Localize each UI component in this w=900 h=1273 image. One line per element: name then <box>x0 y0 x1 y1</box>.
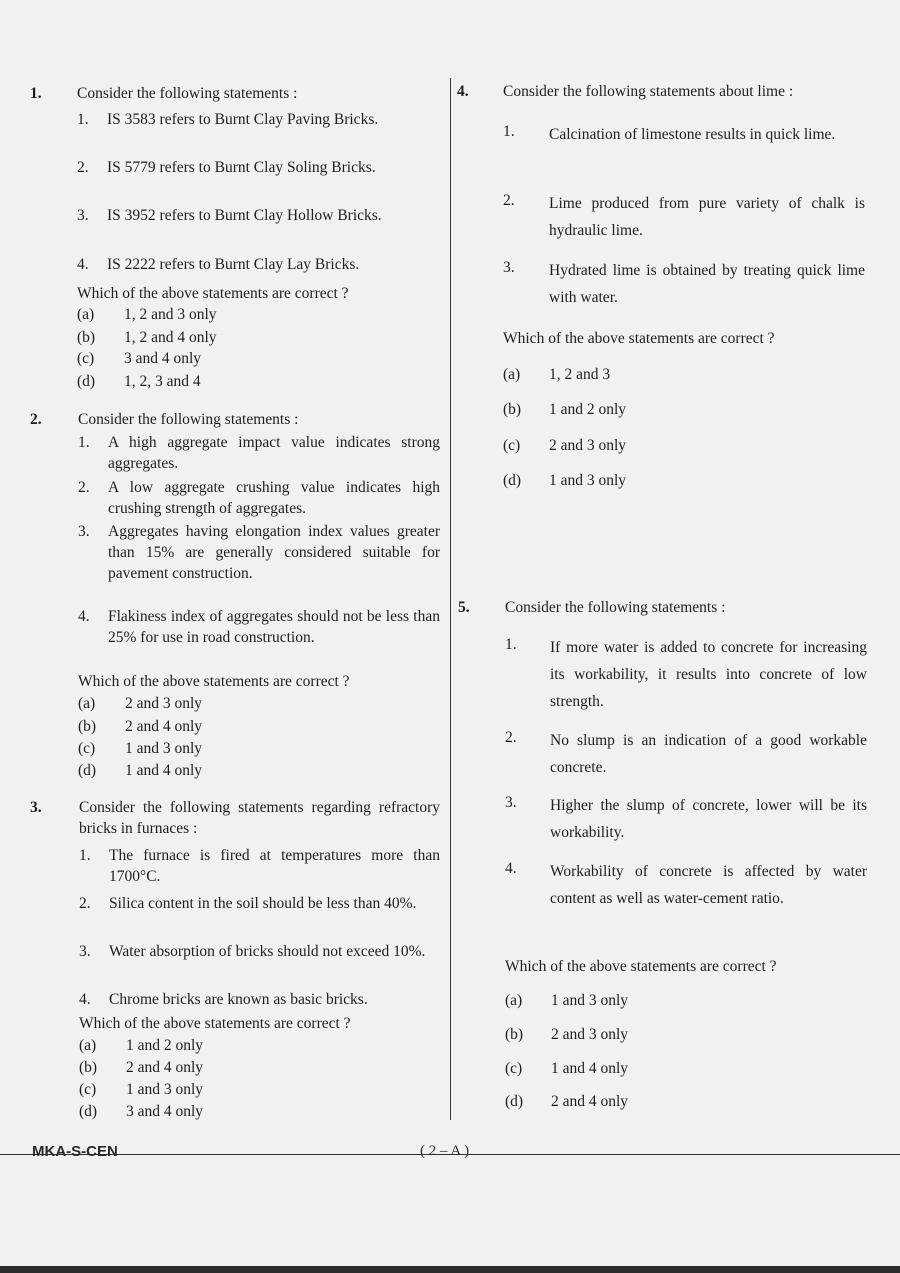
option-text: 2 and 3 only <box>551 1026 629 1043</box>
question-ask: Which of the above statements are correct ? <box>78 673 350 690</box>
question-1 <box>0 0 450 400</box>
option-label: (b) <box>503 401 522 418</box>
statement-text: If more water is added to concrete for increasing its workability, it results into concrete of low strength. <box>550 639 867 710</box>
option-label: (c) <box>505 1060 523 1077</box>
question-stem: Consider the following statements regarding refractory bricks in furnaces : <box>79 799 440 837</box>
option-c[interactable] <box>78 738 278 759</box>
statement <box>503 121 865 177</box>
option-label: (d) <box>505 1093 524 1110</box>
statement-text: A high aggregate impact value indicates strong aggregates. <box>108 434 440 472</box>
option-text: 3 and 4 only <box>126 1103 204 1120</box>
statement-number: 1. <box>78 434 90 451</box>
option-a[interactable] <box>503 364 703 385</box>
statement-text: Calcination of limestone results in quick lime. <box>549 126 836 143</box>
statement-text: IS 5779 refers to Burnt Clay Soling Bricks. <box>107 159 376 176</box>
option-b[interactable] <box>505 1024 705 1045</box>
option-label: (c) <box>79 1081 97 1098</box>
statement-text: Higher the slump of concrete, lower will be its workability. <box>550 797 867 841</box>
statement <box>78 477 440 519</box>
statement <box>505 634 867 718</box>
question-ask: Which of the above statements are correct ? <box>503 330 775 347</box>
question-stem: Consider the following statements : <box>78 411 299 428</box>
statement <box>79 845 440 887</box>
question-2 <box>0 400 450 790</box>
statement-text: Hydrated lime is obtained by treating quick lime with water. <box>549 262 865 306</box>
option-d[interactable] <box>505 1091 705 1112</box>
question-number: 2. <box>30 411 42 428</box>
option-label: (a) <box>78 695 96 712</box>
statement <box>78 521 440 605</box>
statement-text: IS 3583 refers to Burnt Clay Paving Bricks. <box>107 111 379 128</box>
statement <box>505 858 867 942</box>
statement-number: 3. <box>77 207 89 224</box>
option-label: (b) <box>77 329 96 346</box>
option-text: 1, 2 and 3 <box>549 366 611 383</box>
question-number: 3. <box>30 799 42 816</box>
question-ask: Which of the above statements are correct ? <box>505 958 777 975</box>
option-label: (c) <box>503 437 521 454</box>
option-d[interactable] <box>78 760 278 781</box>
option-c[interactable] <box>505 1058 705 1079</box>
option-d[interactable] <box>503 470 703 491</box>
option-label: (d) <box>78 762 97 779</box>
option-label: (a) <box>503 366 521 383</box>
statement-text: Flakiness index of aggregates should not be less than 25% for use in road construction. <box>108 608 440 646</box>
statement-number: 4. <box>78 608 90 625</box>
scan-edge <box>0 1266 900 1273</box>
question-stem: Consider the following statements : <box>505 599 726 616</box>
option-d[interactable] <box>79 1101 279 1122</box>
option-text: 2 and 3 only <box>549 437 627 454</box>
option-text: 3 and 4 only <box>124 350 202 367</box>
statement-number: 3. <box>79 943 91 960</box>
statement-text: The furnace is fired at temperatures more than 1700°C. <box>109 847 440 885</box>
statement <box>79 941 440 983</box>
option-label: (a) <box>77 306 95 323</box>
option-text: 2 and 3 only <box>125 695 203 712</box>
option-label: (c) <box>78 740 96 757</box>
option-label: (b) <box>505 1026 524 1043</box>
question-5 <box>450 590 900 1120</box>
statement-number: 3. <box>503 259 515 276</box>
option-text: 2 and 4 only <box>125 718 203 735</box>
option-text: 1 and 3 only <box>549 472 627 489</box>
option-text: 1 and 4 only <box>125 762 203 779</box>
statement-text: Lime produced from pure variety of chalk is hydraulic lime. <box>549 195 865 239</box>
option-text: 1 and 3 only <box>551 992 629 1009</box>
statement <box>505 792 867 848</box>
statement-text: Water absorption of bricks should not exceed 10%. <box>109 943 426 960</box>
statement-number: 1. <box>503 123 515 140</box>
statement-number: 2. <box>503 192 515 209</box>
statement-text: Silica content in the soil should be less than 40%. <box>109 895 417 912</box>
statement-text: A low aggregate crushing value indicates high crushing strength of aggregates. <box>108 479 440 517</box>
statement-text: IS 2222 refers to Burnt Clay Lay Bricks. <box>107 256 360 273</box>
option-label: (c) <box>77 350 95 367</box>
question-4 <box>450 0 900 500</box>
option-text: 1 and 2 only <box>126 1037 204 1054</box>
statement-number: 2. <box>79 895 91 912</box>
option-label: (d) <box>503 472 522 489</box>
statement <box>78 606 440 669</box>
option-label: (b) <box>79 1059 98 1076</box>
option-text: 2 and 4 only <box>551 1093 629 1110</box>
option-label: (a) <box>79 1037 97 1054</box>
statement-number: 3. <box>78 523 90 540</box>
option-c[interactable] <box>503 435 703 456</box>
option-text: 1, 2, 3 and 4 <box>124 373 201 390</box>
option-text: 2 and 4 only <box>126 1059 204 1076</box>
question-3 <box>0 790 450 1130</box>
page-number: ( 2 – A ) <box>420 1143 470 1159</box>
option-b[interactable] <box>79 1057 279 1078</box>
statement-text: IS 3952 refers to Burnt Clay Hollow Bricks. <box>107 207 382 224</box>
statement-number: 2. <box>77 159 89 176</box>
option-label: (b) <box>78 718 97 735</box>
question-stem: Consider the following statements about lime : <box>503 83 794 100</box>
statement-text: Chrome bricks are known as basic bricks. <box>109 991 368 1008</box>
option-label: (d) <box>79 1103 98 1120</box>
statement-number: 4. <box>79 991 91 1008</box>
statement <box>77 205 440 247</box>
paper-code: MKA-S-CEN <box>32 1143 118 1160</box>
option-a[interactable] <box>78 693 278 714</box>
statement <box>79 893 440 935</box>
statement-number: 2. <box>78 479 90 496</box>
option-a[interactable] <box>77 304 277 325</box>
option-b[interactable] <box>77 327 277 348</box>
statement-text: Workability of concrete is affected by water content as well as water-cement ratio. <box>550 863 867 907</box>
question-number: 1. <box>30 85 42 102</box>
statement <box>503 257 865 313</box>
statement-number: 4. <box>505 860 517 877</box>
statement <box>505 727 867 783</box>
question-number: 5. <box>458 599 470 616</box>
option-label: (a) <box>505 992 523 1009</box>
option-a[interactable] <box>505 990 705 1011</box>
statement <box>503 190 865 246</box>
option-text: 1 and 3 only <box>125 740 203 757</box>
statement-number: 1. <box>79 847 91 864</box>
statement-number: 3. <box>505 794 517 811</box>
option-label: (d) <box>77 373 96 390</box>
statement <box>78 432 440 474</box>
statement-text: Aggregates having elongation index values greater than 15% are generally considered suitable for pavement construction. <box>108 523 440 582</box>
statement-number: 1. <box>505 636 517 653</box>
option-a[interactable] <box>79 1035 279 1056</box>
statement <box>79 989 440 1010</box>
option-text: 1 and 3 only <box>126 1081 204 1098</box>
option-text: 1 and 4 only <box>551 1060 629 1077</box>
question-ask: Which of the above statements are correct ? <box>79 1015 351 1032</box>
statement-number: 4. <box>77 256 89 273</box>
statement <box>77 254 440 275</box>
question-number: 4. <box>457 83 469 100</box>
option-b[interactable] <box>503 399 703 420</box>
statement <box>77 109 440 151</box>
statement-text: No slump is an indication of a good workable concrete. <box>550 732 867 776</box>
statement <box>77 157 440 199</box>
question-stem: Consider the following statements : <box>77 85 298 102</box>
question-ask: Which of the above statements are correct ? <box>77 285 349 302</box>
statement-number: 1. <box>77 111 89 128</box>
option-text: 1, 2 and 3 only <box>124 306 217 323</box>
option-c[interactable] <box>79 1079 279 1100</box>
option-b[interactable] <box>78 716 278 737</box>
statement-number: 2. <box>505 729 517 746</box>
option-d[interactable] <box>77 371 277 392</box>
option-text: 1 and 2 only <box>549 401 627 418</box>
option-text: 1, 2 and 4 only <box>124 329 217 346</box>
option-c[interactable] <box>77 348 277 369</box>
